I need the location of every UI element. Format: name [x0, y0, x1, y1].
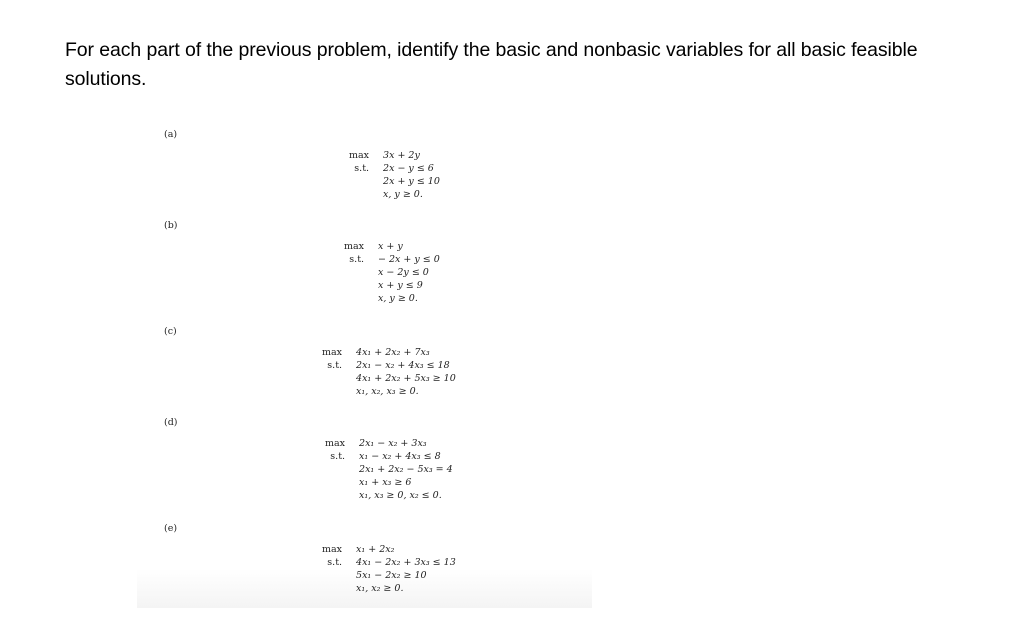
- part-c-label: (c): [164, 326, 177, 337]
- part-d-constraint-1: x₁ − x₂ + 4x₃ ≤ 8: [359, 451, 441, 462]
- part-a-objective: 3x + 2y: [383, 150, 420, 161]
- part-b-objective: x + y: [378, 241, 403, 252]
- st-keyword: s.t.: [354, 163, 370, 174]
- part-a-constraint-2: 2x + y ≤ 10: [383, 176, 440, 187]
- part-b-constraint-3: x + y ≤ 9: [378, 280, 423, 291]
- part-e-lp: [322, 544, 456, 594]
- part-e-constraint-3: x₁, x₂ ≥ 0.: [356, 583, 404, 594]
- part-d-objective: 2x₁ − x₂ + 3x₃: [359, 438, 427, 449]
- part-e-constraint-1: 4x₁ − 2x₂ + 3x₃ ≤ 13: [356, 557, 456, 568]
- part-b-constraint-4: x, y ≥ 0.: [378, 293, 418, 304]
- part-e-label: (e): [164, 523, 178, 534]
- part-d-constraint-4: x₁, x₃ ≥ 0, x₂ ≤ 0.: [359, 490, 442, 501]
- question-text: For each part of the previous problem, identify the basic and nonbasic variables for all basic feasible solutions.: [65, 39, 918, 90]
- part-a-constraint-3: x, y ≥ 0.: [383, 189, 423, 200]
- part-c-constraint-3: x₁, x₂, x₃ ≥ 0.: [356, 386, 419, 397]
- part-b-constraint-2: x − 2y ≤ 0: [378, 267, 429, 278]
- st-keyword: s.t.: [349, 254, 365, 265]
- max-keyword: max: [325, 438, 346, 449]
- part-e-constraint-2: 5x₁ − 2x₂ ≥ 10: [356, 570, 427, 581]
- part-c-lp: [322, 347, 456, 397]
- problem-figure: [137, 118, 592, 608]
- max-keyword: max: [322, 347, 343, 358]
- part-a-lp: [349, 150, 440, 200]
- part-d-lp: [325, 438, 453, 501]
- part-a-constraint-1: 2x − y ≤ 6: [383, 163, 434, 174]
- part-d-constraint-3: x₁ + x₃ ≥ 6: [359, 477, 412, 488]
- st-keyword: s.t.: [327, 360, 343, 371]
- max-keyword: max: [344, 241, 365, 252]
- max-keyword: max: [322, 544, 343, 555]
- part-b-label: (b): [164, 220, 178, 231]
- part-b-constraint-1: − 2x + y ≤ 0: [378, 254, 440, 265]
- part-d-label: (d): [164, 417, 178, 428]
- part-a-label: (a): [164, 129, 178, 140]
- part-b-lp: [344, 241, 440, 304]
- part-c-objective: 4x₁ + 2x₂ + 7x₃: [356, 347, 430, 358]
- max-keyword: max: [349, 150, 370, 161]
- part-d-constraint-2: 2x₁ + 2x₂ − 5x₃ = 4: [359, 464, 453, 475]
- part-e-objective: x₁ + 2x₂: [356, 544, 395, 555]
- st-keyword: s.t.: [327, 557, 343, 568]
- part-c-constraint-2: 4x₁ + 2x₂ + 5x₃ ≥ 10: [356, 373, 456, 384]
- part-c-constraint-1: 2x₁ − x₂ + 4x₃ ≤ 18: [356, 360, 450, 371]
- st-keyword: s.t.: [330, 451, 346, 462]
